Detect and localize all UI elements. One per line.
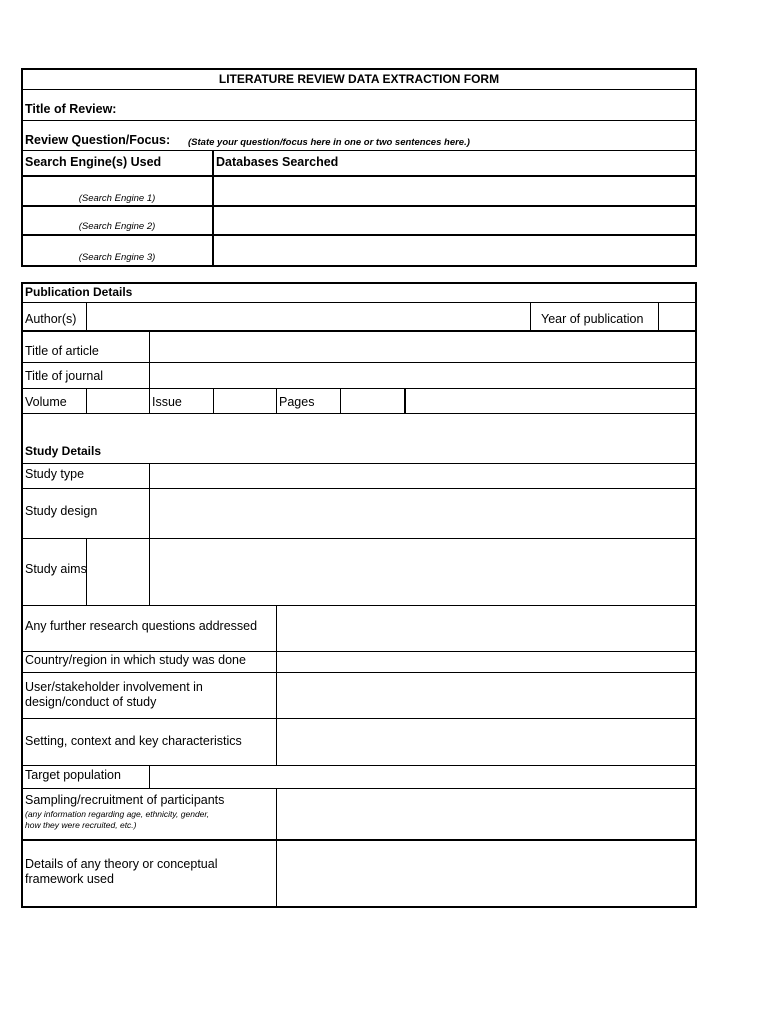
stakeholder-involvement-field[interactable] <box>278 674 695 717</box>
divider <box>22 175 696 177</box>
divider <box>149 331 150 388</box>
divider <box>22 234 696 236</box>
sampling-recruitment-field[interactable] <box>278 790 695 838</box>
divider <box>149 389 150 413</box>
divider <box>22 413 696 414</box>
divider <box>340 389 341 413</box>
study-type-label: Study type <box>25 467 85 481</box>
divider <box>22 788 696 789</box>
divider <box>658 303 659 330</box>
study-aims-label: Study aims <box>25 562 87 576</box>
sampling-recruitment-label: Sampling/recruitment of participants <box>25 793 225 807</box>
year-of-publication-label: Year of publication <box>541 312 644 326</box>
divider <box>22 672 696 673</box>
volume-field[interactable] <box>88 390 148 412</box>
review-question-field[interactable] <box>186 122 694 149</box>
authors-label: Author(s) <box>25 312 77 326</box>
study-design-field[interactable] <box>151 490 695 537</box>
stakeholder-involvement-label-line2: design/conduct of study <box>25 695 157 709</box>
pages-label: Pages <box>279 395 315 409</box>
divider <box>22 120 696 121</box>
study-design-label: Study design <box>25 504 98 518</box>
divider <box>22 538 696 539</box>
divider <box>276 389 277 413</box>
divider <box>86 389 87 413</box>
sampling-recruitment-hint-line1: (any information regarding age, ethnicity, gender, <box>25 809 210 819</box>
divider <box>22 463 696 464</box>
divider <box>22 362 696 363</box>
setting-context-label: Setting, context and key characteristics <box>25 734 242 748</box>
country-region-field[interactable] <box>278 653 695 671</box>
target-population-label: Target population <box>25 768 121 782</box>
setting-context-field[interactable] <box>278 720 695 764</box>
divider <box>149 766 150 788</box>
divider <box>22 765 696 766</box>
issue-label: Issue <box>152 395 182 409</box>
review-question-hint: (State your question/focus here in one or two sentences here.) <box>188 137 470 148</box>
country-region-label: Country/region in which study was done <box>25 653 246 667</box>
authors-field[interactable] <box>88 304 529 329</box>
sampling-recruitment-hint-line2: how they were recruited, etc.) <box>25 820 137 830</box>
further-research-questions-label: Any further research questions addressed <box>25 619 258 633</box>
divider <box>276 606 277 765</box>
divider <box>404 389 406 413</box>
theory-framework-label-line1: Details of any theory or conceptual <box>25 857 218 871</box>
publication-details-header: Publication Details <box>25 285 133 299</box>
divider <box>22 302 696 303</box>
divider <box>149 464 150 605</box>
divider <box>22 605 696 606</box>
theory-framework-field[interactable] <box>278 842 695 906</box>
divider <box>86 303 87 330</box>
issue-field[interactable] <box>215 390 275 412</box>
divider <box>530 303 531 330</box>
divider <box>22 718 696 719</box>
title-of-article-field[interactable] <box>151 332 695 361</box>
further-research-questions-field[interactable] <box>278 607 695 650</box>
search-engines-header: Search Engine(s) Used <box>25 155 162 169</box>
title-of-journal-field[interactable] <box>151 364 695 387</box>
divider <box>22 488 696 489</box>
divider <box>22 651 696 652</box>
divider <box>22 839 696 841</box>
pages-field[interactable] <box>342 390 403 412</box>
title-of-review-label: Title of Review: <box>25 102 117 116</box>
title-of-review-field[interactable] <box>140 91 694 119</box>
stakeholder-involvement-label-line1: User/stakeholder involvement in <box>25 680 203 694</box>
title-of-article-label: Title of article <box>25 344 99 358</box>
database-field-1[interactable] <box>215 178 695 204</box>
target-population-field[interactable] <box>151 767 695 787</box>
form-title: LITERATURE REVIEW DATA EXTRACTION FORM <box>218 72 500 86</box>
volume-label: Volume <box>25 395 67 409</box>
review-question-label: Review Question/Focus: <box>25 133 171 147</box>
search-engine-3: (Search Engine 3) <box>78 252 156 263</box>
database-field-2[interactable] <box>215 208 695 233</box>
study-type-field[interactable] <box>151 465 695 487</box>
year-of-publication-field[interactable] <box>660 304 695 329</box>
divider <box>22 89 696 90</box>
divider <box>22 388 696 389</box>
title-of-journal-label: Title of journal <box>25 369 104 383</box>
study-aims-field[interactable] <box>151 540 695 604</box>
search-engine-1: (Search Engine 1) <box>78 193 156 204</box>
search-engine-2: (Search Engine 2) <box>78 221 156 232</box>
divider <box>213 389 214 413</box>
divider <box>212 151 214 266</box>
theory-framework-label-line2: framework used <box>25 872 114 886</box>
database-field-3[interactable] <box>215 237 695 264</box>
divider <box>276 789 277 907</box>
study-details-header: Study Details <box>25 444 102 458</box>
divider <box>22 150 696 151</box>
databases-header: Databases Searched <box>216 155 339 169</box>
